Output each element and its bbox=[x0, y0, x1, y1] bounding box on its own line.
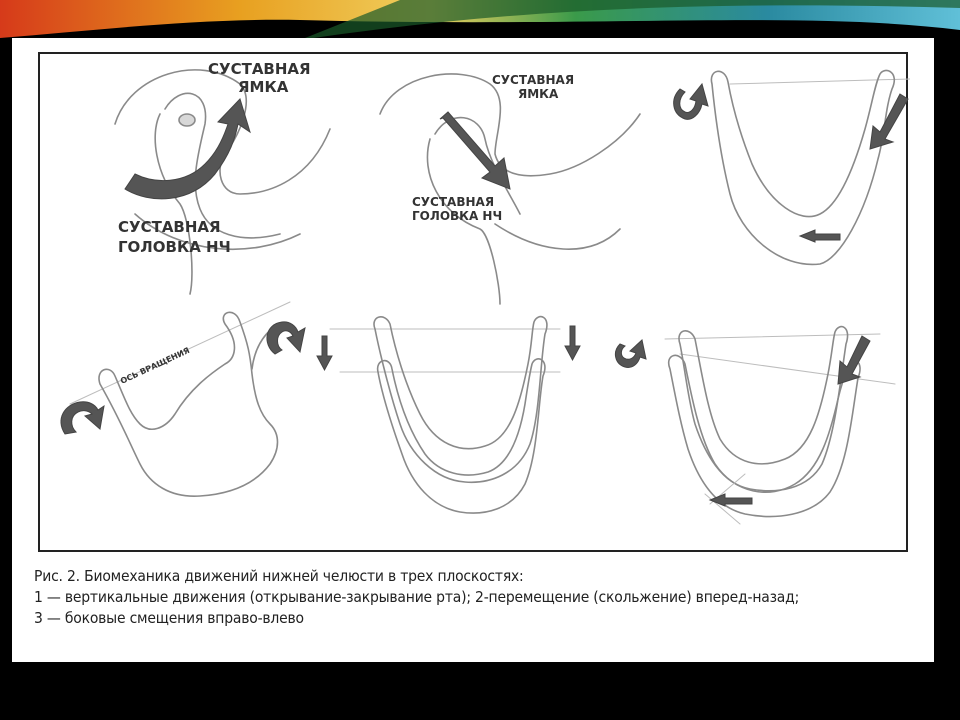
curved-arrow-icon bbox=[267, 322, 305, 354]
curved-arrow-icon bbox=[61, 402, 104, 434]
curved-arrow-icon bbox=[674, 84, 708, 119]
label-head-2: СУСТАВНАЯ bbox=[412, 195, 495, 209]
caption-line-2: 1 — вертикальные движения (открывание-закрывание рта); 2-перемещение (скольжение) вперед-назад; bbox=[34, 588, 800, 606]
panel-4-mandible-rotation bbox=[70, 302, 290, 496]
label-head-1: СУСТАВНАЯ bbox=[118, 218, 221, 236]
label-fossa-2: СУСТАВНАЯ bbox=[492, 73, 575, 87]
panel-5-mandible-vertical bbox=[330, 317, 560, 513]
decorative-banner bbox=[0, 0, 960, 40]
label-fossa-1: СУСТАВНАЯ bbox=[208, 60, 311, 78]
motion-arrows bbox=[61, 84, 908, 506]
straight-arrow-icon bbox=[838, 336, 870, 384]
figure-caption bbox=[34, 566, 914, 629]
label-fossa-2b: ЯМКА bbox=[518, 87, 559, 101]
straight-arrow-icon bbox=[565, 326, 580, 360]
label-axis-rotation: ОСЬ ВРАЩЕНИЯ bbox=[119, 345, 192, 386]
straight-arrow-icon bbox=[317, 336, 332, 370]
caption-line-1: Рис. 2. Биомеханика движений нижней челюсти в трех плоскостях: bbox=[34, 567, 524, 585]
biomechanics-diagram bbox=[40, 54, 910, 554]
figure-frame bbox=[38, 52, 908, 552]
curved-arrow-icon bbox=[615, 340, 646, 367]
straight-arrow-icon bbox=[800, 230, 840, 242]
label-head-2b: ГОЛОВКА НЧ bbox=[412, 209, 503, 223]
caption-line-3: 3 — боковые смещения вправо-влево bbox=[34, 609, 304, 627]
label-fossa-1b: ЯМКА bbox=[238, 78, 289, 96]
label-head-1b: ГОЛОВКА НЧ bbox=[118, 238, 231, 256]
